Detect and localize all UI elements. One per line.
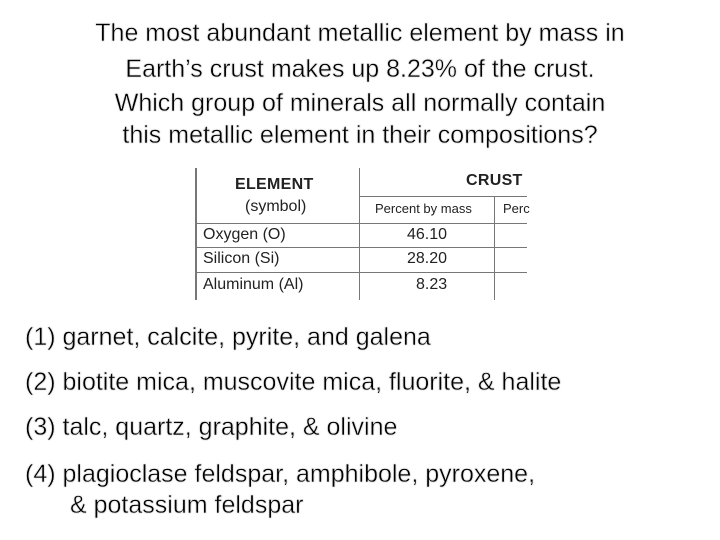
element-header: ELEMENT: [235, 176, 314, 193]
question-line-4: this metallic element in their compositions?: [122, 121, 598, 149]
table-divider-element: [359, 168, 360, 300]
row-silicon-element: Silicon (Si): [203, 250, 280, 267]
table-line-row2: [195, 272, 527, 273]
row-aluminum-percent: 8.23: [416, 276, 448, 293]
table-divider-percent: [494, 196, 495, 300]
question-line-2: Earth’s crust makes up 8.23% of the crust.: [125, 55, 595, 83]
table-line-crust: [360, 196, 527, 197]
percent-by-volume-header: Perc: [503, 201, 530, 216]
option-2: (2) biotite mica, muscovite mica, fluorite, & halite: [25, 368, 562, 396]
crust-header: CRUST: [466, 172, 523, 189]
option-3: (3) talc, quartz, graphite, & olivine: [25, 413, 398, 441]
row-aluminum-element: Aluminum (Al): [203, 276, 304, 293]
option-1: (1) garnet, calcite, pyrite, and galena: [25, 323, 431, 351]
question-line-3: Which group of minerals all normally contain: [114, 89, 606, 117]
table-border-left: [195, 168, 197, 300]
row-silicon-percent: 28.20: [407, 250, 448, 267]
row-oxygen-percent: 46.10: [407, 226, 448, 243]
row-oxygen-element: Oxygen (O): [203, 226, 286, 243]
element-crust-table: [195, 168, 530, 300]
question-line-1: The most abundant metallic element by mass in: [95, 19, 625, 47]
option-4-line-2: & potassium feldspar: [70, 491, 304, 519]
table-line-row1: [195, 247, 527, 248]
element-subheader: (symbol): [245, 198, 307, 215]
table-line-header: [195, 223, 527, 224]
percent-by-mass-header: Percent by mass: [375, 201, 472, 216]
option-4-line-1: (4) plagioclase feldspar, amphibole, pyroxene,: [25, 460, 536, 488]
